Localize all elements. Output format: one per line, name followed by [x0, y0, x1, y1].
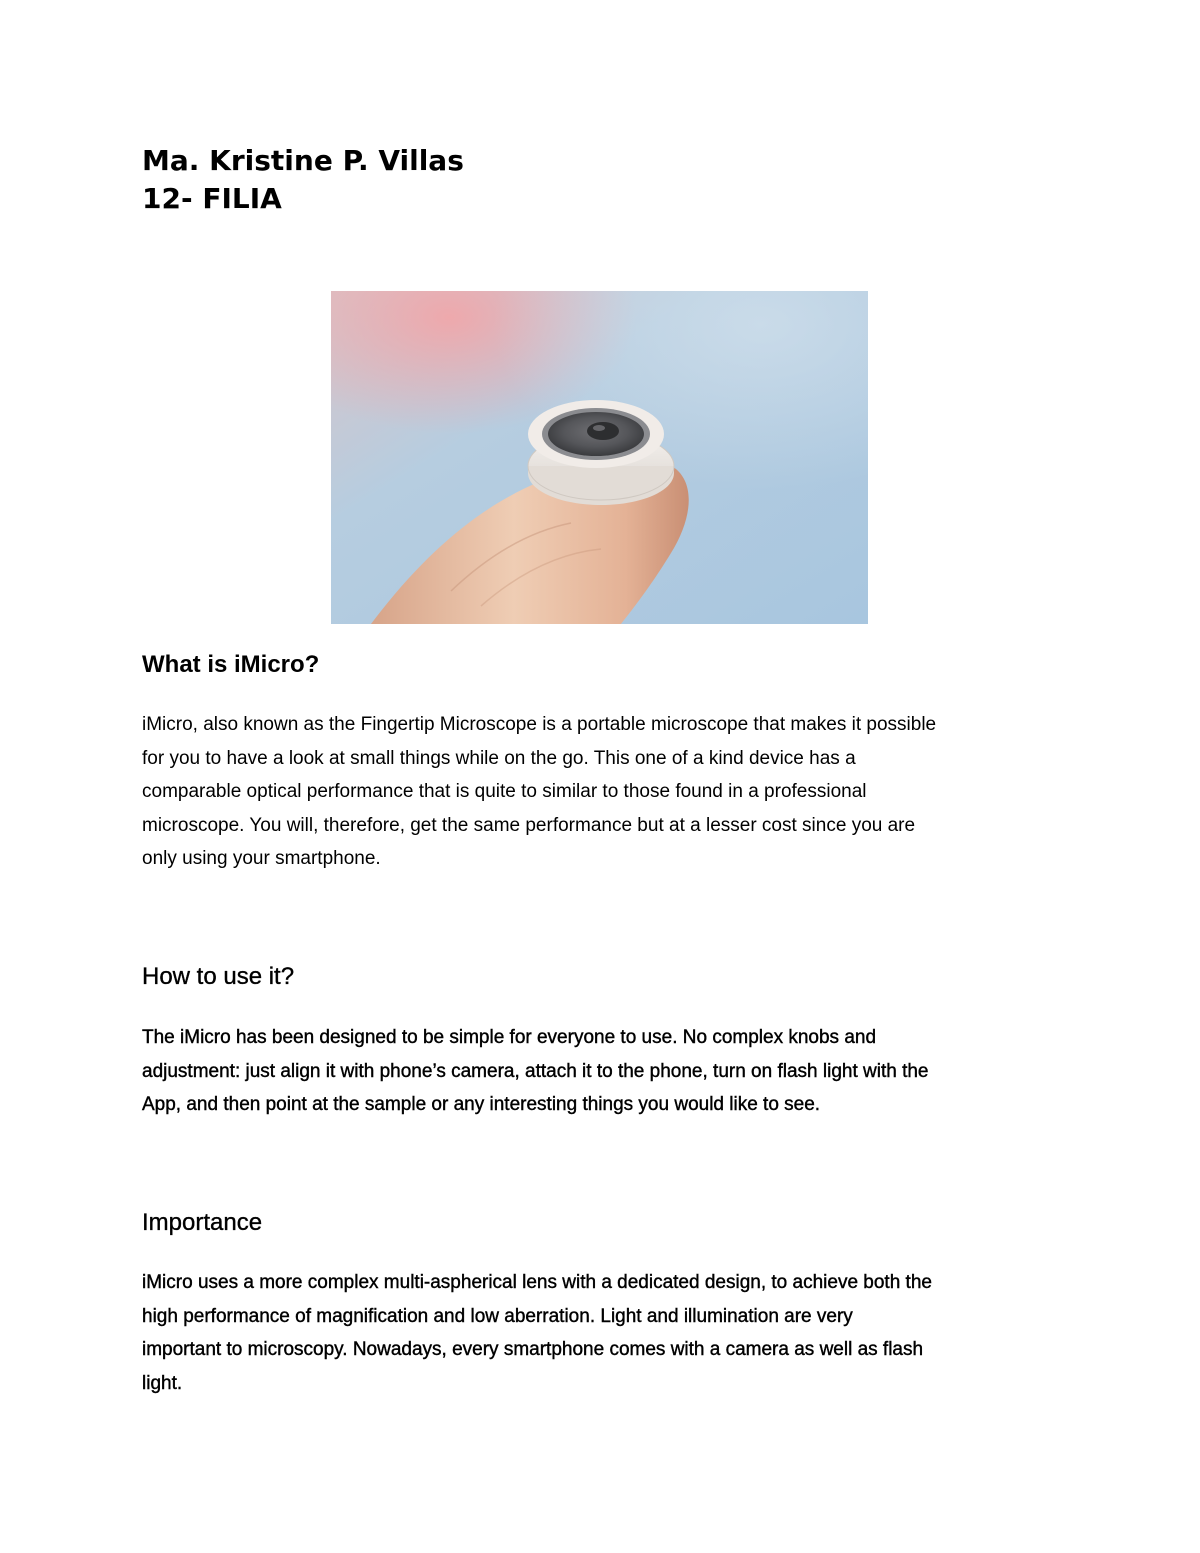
author-name: Ma. Kristine P. Villas [142, 144, 464, 177]
paragraph-line: adjustment: just align it with phone’s camera, attach it to the phone, turn on flash light with the [142, 1060, 929, 1082]
paragraph-line: microscope. You will, therefore, get the same performance but at a lesser cost since you are [142, 814, 916, 836]
paragraph-line: App, and then point at the sample or any interesting things you would like to see. [142, 1094, 821, 1115]
fingertip-microscope-image [331, 291, 868, 624]
section-heading-what-is-imicro: What is iMicro? [142, 651, 320, 678]
paragraph-line: for you to have a look at small things while on the go. This one of a kind device has a [142, 747, 856, 769]
paragraph-line: only using your smartphone. [142, 848, 381, 869]
class-section: 12- FILIA [142, 182, 282, 215]
paragraph-line: high performance of magnification and low aberration. Light and illumination are very [142, 1305, 853, 1327]
paragraph-line: iMicro, also known as the Fingertip Microscope is a portable microscope that makes it possible [142, 714, 937, 735]
section-body-importance [142, 1266, 1062, 1400]
section-body-how-to-use [142, 1021, 1062, 1122]
paragraph-line: iMicro uses a more complex multi-aspherical lens with a dedicated design, to achieve both the [142, 1272, 932, 1293]
author-block [142, 142, 464, 218]
paragraph-line: important to microscopy. Nowadays, every smartphone comes with a camera as well as flash [142, 1339, 924, 1360]
section-heading-importance: Importance [142, 1209, 263, 1236]
section-body-what-is-imicro [142, 708, 1062, 876]
section-heading-how-to-use: How to use it? [142, 963, 295, 990]
microscope-photo [331, 291, 868, 624]
paragraph-line: The iMicro has been designed to be simple for everyone to use. No complex knobs and [142, 1027, 877, 1048]
paragraph-line: comparable optical performance that is quite to similar to those found in a professional [142, 781, 867, 802]
paragraph-line: light. [142, 1372, 183, 1394]
